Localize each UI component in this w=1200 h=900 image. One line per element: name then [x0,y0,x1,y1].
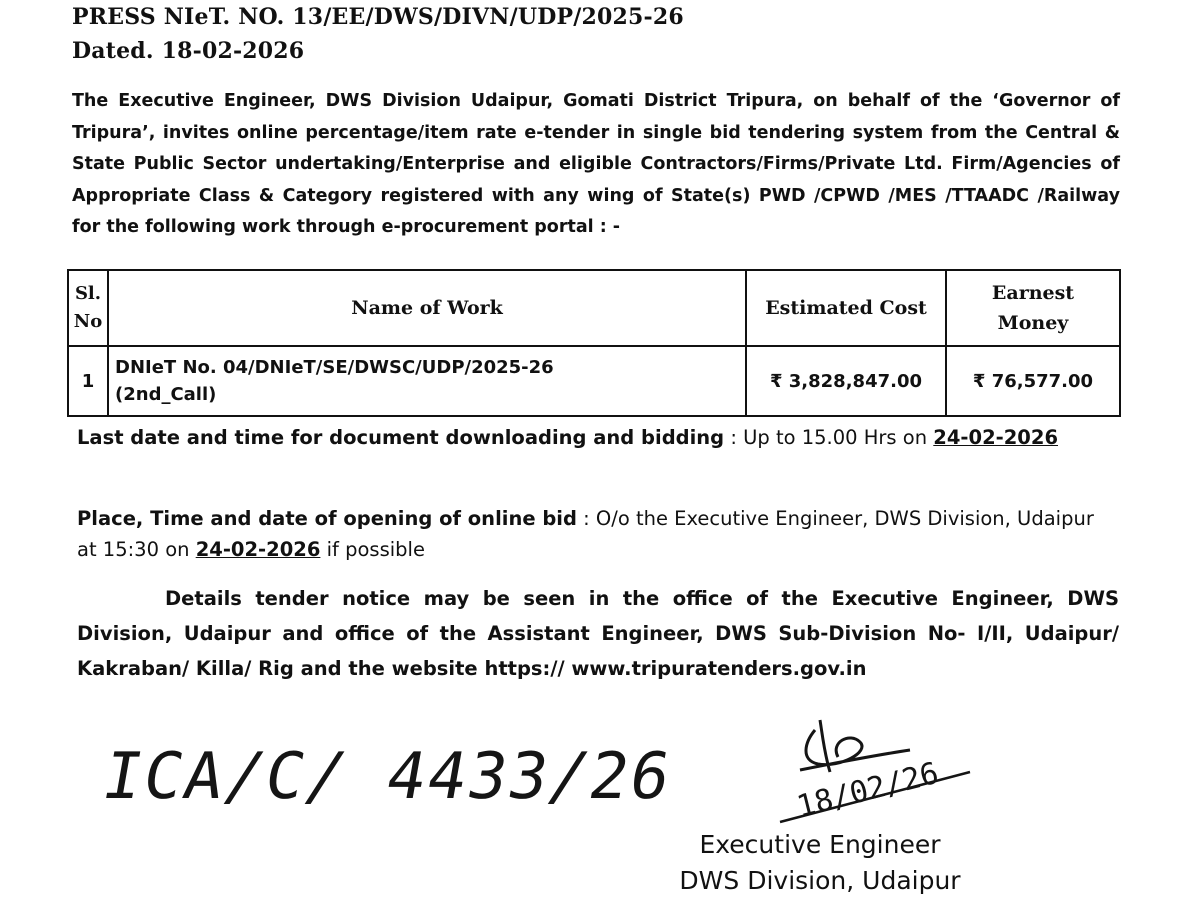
opening-label: Place, Time and date of opening of online bid [77,507,577,530]
row-sl-no: 1 [68,346,108,416]
opening-date: 24-02-2026 [195,538,321,561]
handwritten-reference-text: ICA/C/ 4433/26 [97,739,678,814]
last-date-value: 24-02-2026 [933,426,1059,449]
opening-suffix: if possible [320,538,425,561]
last-date-prefix: : Up to 15.00 Hrs on [724,426,934,449]
website-link[interactable]: https:// www.tripuratenders.gov.in [484,657,867,680]
tender-table [67,269,1121,417]
header-estimated-cost: Estimated Cost [746,270,946,346]
signatory-title: Executive Engineer [699,830,941,859]
table-header-row [68,270,1120,346]
row-name-of-work: DNIeT No. 04/DNIeT/SE/DWSC/UDP/2025-26 (2nd_Call) [108,346,746,416]
notice-reference-number: PRESS NIeT. NO. 13/EE/DWS/DIVN/UDP/2025-26 [72,4,684,30]
header-earnest-money: Earnest Money [946,270,1120,346]
signature-mark [760,712,1000,837]
header-sl-no: Sl. No [68,270,108,346]
row-earnest-money: ₹ 76,577.00 [946,346,1120,416]
intro-paragraph: The Executive Engineer, DWS Division Udaipur, Gomati District Tripura, on behalf of the ‘Governor of Tripura’, invites online percentage/item rate e-tender in single bid tendering system from the Central & State Public Sector undertaking/Enterprise and eligible Contractors/Firms/Private Ltd. Firm/Agencies of Appropriate Class & Category registered with any wing of State(s) PWD /CPWD /MES /TTAADC /Railway for the following work through e-procurement portal : - [72,91,1120,237]
table-row [68,346,1120,416]
signature-date: 18/02/26 [793,755,943,825]
last-date-line [77,422,1117,453]
opening-prefix: : O/o the Executive Engineer, DWS Division, Udaipur at 15:30 on [77,507,1094,561]
details-paragraph [77,581,1119,686]
handwritten-reference-note [97,718,678,828]
header-name-of-work: Name of Work [108,270,746,346]
details-text: Details tender notice may be seen in the office of the Executive Engineer, DWS Division, Udaipur and office of the Assistant Engineer, DWS Sub-Division No- I/II, Udaipur/ Kakraban/ Killa/ Rig and the website [77,587,1119,680]
signatory-office: DWS Division, Udaipur [679,866,961,895]
last-date-label: Last date and time for document downloading and bidding [77,426,725,449]
row-estimated-cost: ₹ 3,828,847.00 [746,346,946,416]
notice-date: Dated. 18-02-2026 [72,38,305,64]
opening-line [77,503,1117,565]
